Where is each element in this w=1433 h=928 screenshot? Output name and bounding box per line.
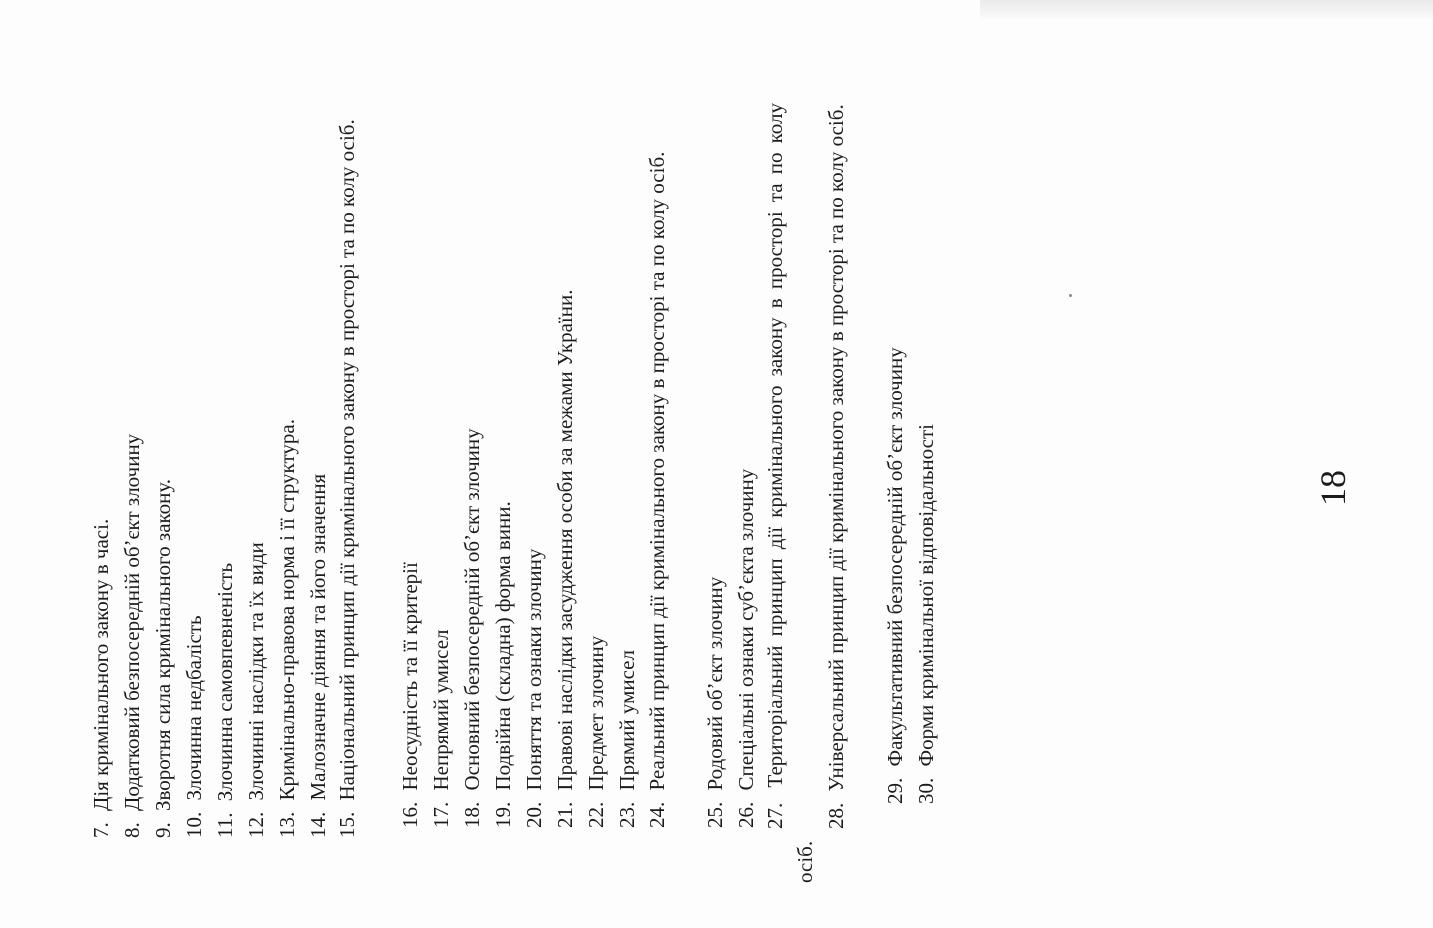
item-text: Універсальний принцип дії кримінального закону в просторі та по колу осіб.	[824, 104, 848, 792]
item-text: Правові наслідки засудження особи за межами України.	[553, 289, 577, 791]
item-number: 13.	[275, 811, 299, 838]
item-number: 26.	[734, 801, 758, 828]
item-number: 10.	[182, 811, 206, 838]
item-number: 7.	[89, 822, 113, 838]
list-item	[760, 103, 820, 883]
item-text: Поняття та ознаки злочину	[522, 548, 546, 791]
item-text: Зворотня сила кримінального закону.	[151, 478, 175, 811]
item-text: Територіальний принцип дії кримінального закону в просторі та по колу осіб.	[763, 102, 817, 883]
list-item	[90, 519, 112, 838]
list-item	[585, 636, 607, 828]
item-number: 27.	[763, 802, 787, 829]
item-text: Кримінально-правова норма і її структура.	[275, 419, 299, 801]
item-text: Прямий умисел	[615, 650, 639, 791]
item-number: 16.	[398, 801, 422, 828]
list-item	[183, 615, 205, 838]
item-text: Реальний принцип дії кримінального закону в просторі та по колу осіб.	[645, 151, 669, 791]
item-text: Неосудність та її критерії	[398, 562, 422, 791]
list-item	[492, 501, 514, 828]
item-text: Непрямий умисел	[429, 629, 453, 791]
item-text: Дія кримінального закону в часі.	[89, 518, 113, 811]
item-number: 25.	[703, 801, 727, 828]
list-item	[152, 479, 174, 838]
list-item	[735, 469, 757, 828]
list-item	[121, 434, 143, 838]
list-item	[399, 562, 421, 828]
item-number: 28.	[824, 802, 848, 829]
item-text: Злочинні наслідки та їх види	[244, 542, 268, 801]
scan-speck	[1069, 294, 1072, 297]
item-number: 12.	[244, 811, 268, 838]
item-text: Злочинна самовпевненість	[213, 562, 237, 802]
item-text: Факультативний безпосередній об’єкт злочину	[883, 347, 907, 767]
item-text: Родовий об’єкт злочину	[703, 576, 727, 791]
item-text: Малозначне діяння та його значення	[306, 473, 330, 801]
item-text: Основний безпосередній об’єкт злочину	[460, 428, 484, 791]
item-number: 15.	[335, 811, 359, 838]
item-number: 9.	[151, 822, 175, 838]
list-item	[523, 549, 545, 828]
item-number: 19.	[491, 801, 515, 828]
item-number: 22.	[584, 801, 608, 828]
page-number: 18	[1313, 470, 1353, 506]
item-number: 17.	[429, 801, 453, 828]
list-item	[307, 474, 329, 838]
list-item	[915, 424, 937, 804]
item-number: 18.	[460, 801, 484, 828]
item-number: 30.	[914, 777, 938, 804]
list-item	[332, 103, 362, 883]
item-text: Подвійна (складна) форма вини.	[491, 501, 515, 791]
list-item	[214, 563, 236, 838]
item-number: 21.	[553, 801, 577, 828]
list-item	[616, 650, 638, 828]
list-item	[821, 103, 851, 883]
item-number: 8.	[120, 822, 144, 838]
list-item	[884, 347, 906, 804]
list-item	[245, 542, 267, 838]
item-number: 24.	[645, 801, 669, 828]
list-item	[430, 629, 452, 828]
list-item	[276, 419, 298, 838]
item-number: 29.	[883, 777, 907, 804]
scan-edge-shadow	[980, 0, 1433, 22]
item-text: Злочинна недбалість	[182, 615, 206, 801]
list-item	[704, 577, 726, 828]
question-list	[89, 78, 950, 883]
list-item	[554, 290, 576, 829]
item-number: 23.	[615, 801, 639, 828]
item-text: Національний принцип дії кримінального закону в просторі та по колу осіб.	[335, 119, 359, 801]
item-number: 20.	[522, 801, 546, 828]
list-item	[461, 428, 483, 828]
list-item	[642, 100, 672, 882]
item-text: Додатковий безпосередній об’єкт злочину	[120, 433, 144, 811]
item-number: 14.	[306, 811, 330, 838]
item-text: Форми кримінальної відповідальності	[914, 423, 938, 767]
item-number: 11.	[213, 812, 237, 838]
item-text: Спеціальні ознаки суб’єкта злочину	[734, 468, 758, 791]
item-text: Предмет злочину	[584, 635, 608, 791]
